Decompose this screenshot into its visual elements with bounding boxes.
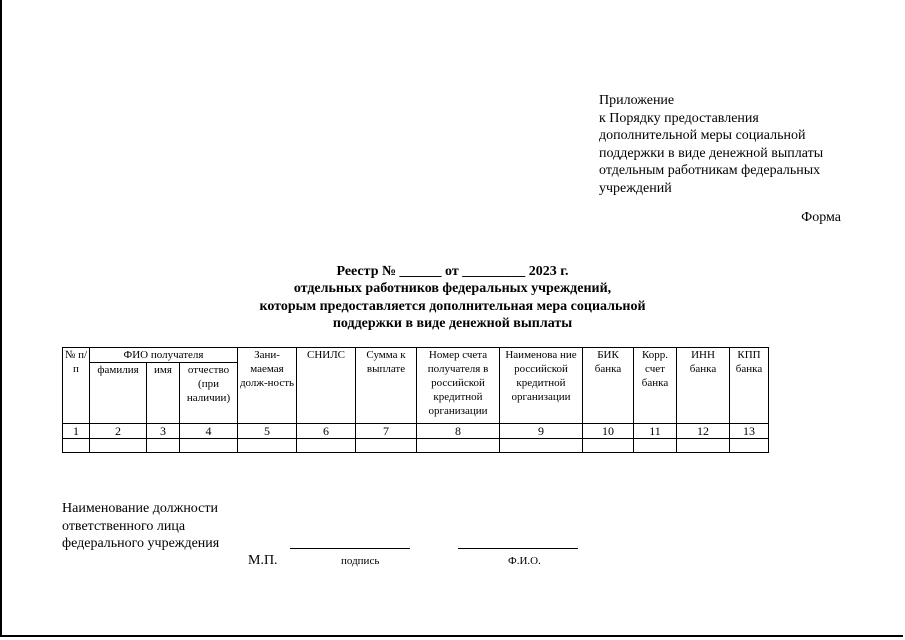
title-line: отдельных работников федеральных учреждений, <box>293 281 612 297</box>
title-line: поддержки в виде денежной выплаты <box>332 316 573 332</box>
column-number: 10 <box>583 424 634 439</box>
empty-cell <box>297 439 356 453</box>
appendix-line: учреждений <box>599 180 672 196</box>
empty-cell <box>417 439 500 453</box>
empty-cell <box>500 439 583 453</box>
empty-cell <box>356 439 417 453</box>
header-position: Зани-маемая долж-ность <box>238 348 297 424</box>
header-row <box>63 348 769 363</box>
column-number: 9 <box>500 424 583 439</box>
column-number: 6 <box>297 424 356 439</box>
column-number: 7 <box>356 424 417 439</box>
empty-cell <box>730 439 769 453</box>
responsible-line: Наименование должности <box>62 501 218 516</box>
empty-cell <box>677 439 730 453</box>
fio-line <box>458 548 578 549</box>
header-org-name: Наименова ние российской кредитной организации <box>500 348 583 424</box>
header-surname: фамилия <box>90 363 147 424</box>
column-number: 3 <box>147 424 180 439</box>
header-snils: СНИЛС <box>297 348 356 424</box>
registry-table <box>62 347 769 453</box>
title-line: Реестр № ______ от _________ 2023 г. <box>336 264 569 279</box>
empty-cell <box>180 439 238 453</box>
column-number: 1 <box>63 424 90 439</box>
column-number: 8 <box>417 424 500 439</box>
column-number: 2 <box>90 424 147 439</box>
header-fio-group: ФИО получателя <box>90 348 238 363</box>
empty-cell <box>583 439 634 453</box>
signature-line <box>290 548 410 549</box>
fio-caption: Ф.И.О. <box>508 555 541 567</box>
responsible-line: ответственного лица <box>62 518 186 534</box>
empty-cell <box>90 439 147 453</box>
form-label: Форма <box>801 210 841 225</box>
appendix-line: отдельным работникам федеральных <box>599 163 821 178</box>
column-numbers-row <box>63 424 769 439</box>
stamp-place-label: М.П. <box>248 553 278 568</box>
signature-caption: подпись <box>341 555 380 567</box>
header-patronymic: отчество (при наличии) <box>180 363 238 424</box>
header-bik: БИК банка <box>583 348 634 424</box>
appendix-line: поддержки в виде денежной выплаты <box>599 145 824 161</box>
header-name: имя <box>147 363 180 424</box>
header-corr: Корр. счет банка <box>634 348 677 424</box>
header-num: № п/п <box>63 348 90 424</box>
document-title <box>0 263 905 333</box>
empty-cell <box>63 439 90 453</box>
header-amount: Сумма к выплате <box>356 348 417 424</box>
empty-cell <box>147 439 180 453</box>
appendix-line: к Порядку предоставления <box>599 110 759 126</box>
empty-cell <box>238 439 297 453</box>
empty-cell <box>634 439 677 453</box>
appendix-line: Приложение <box>599 93 675 108</box>
header-account: Номер счета получателя в российской кредитной организации <box>417 348 500 424</box>
appendix-line: дополнительной меры социальной <box>599 128 806 143</box>
column-number: 13 <box>730 424 769 439</box>
header-kpp: КПП банка <box>730 348 769 424</box>
appendix-block <box>599 92 823 197</box>
empty-data-row <box>63 439 769 453</box>
column-number: 5 <box>238 424 297 439</box>
column-number: 11 <box>634 424 677 439</box>
column-number: 12 <box>677 424 730 439</box>
responsible-person-block <box>62 500 219 553</box>
title-line: которым предоставляется дополнительная мера социальной <box>259 298 646 314</box>
column-number: 4 <box>180 424 238 439</box>
responsible-line: федерального учреждения <box>62 536 220 551</box>
header-inn: ИНН банка <box>677 348 730 424</box>
